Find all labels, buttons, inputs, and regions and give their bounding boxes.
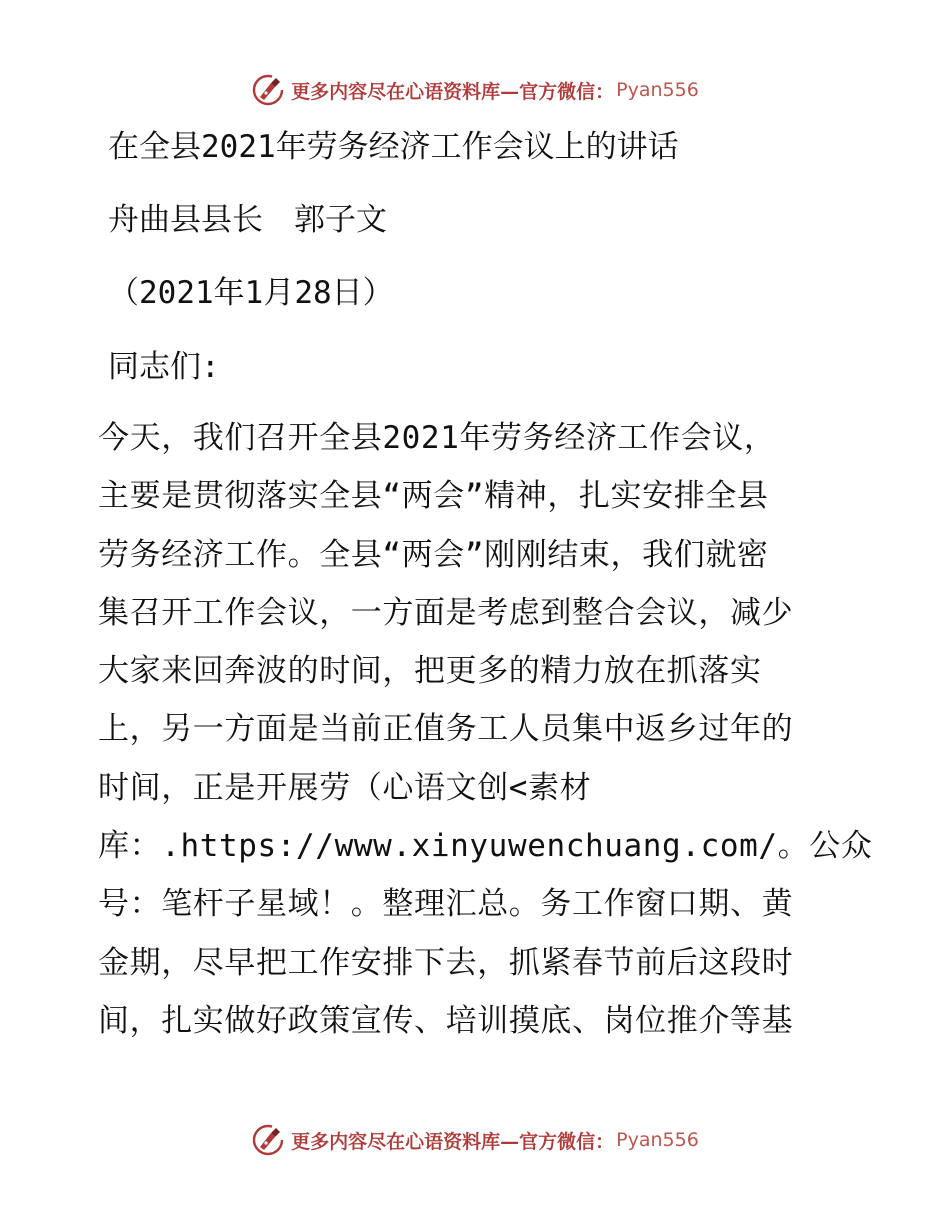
- body-line: 号：笔杆子星域！。整理汇总。务工作窗口期、黄: [98, 886, 794, 923]
- body-line: 上，另一方面是当前正值务工人员集中返乡过年的: [98, 711, 794, 748]
- footer-banner-brand: Pyan556: [616, 1129, 699, 1151]
- body-line: 主要是贯彻落实全县“两会”精神，扎实安排全县: [98, 478, 769, 515]
- body-line: 间，扎实做好政策宣传、培训摸底、岗位推介等基: [98, 1002, 794, 1039]
- pen-nib-logo-icon: [251, 73, 285, 107]
- body-line: 集召开工作会议，一方面是考虑到整合会议，减少: [98, 594, 794, 631]
- footer-banner-text: 更多内容尽在心语资料库—官方微信：: [291, 1130, 615, 1153]
- body-line: 今天，我们召开全县2021年劳务经济工作会议，: [98, 420, 776, 456]
- document-date: （2021年1月28日）: [108, 275, 394, 311]
- body-line: 金期，尽早把工作安排下去，抓紧春节前后这段时: [98, 944, 794, 981]
- body-line: 劳务经济工作。全县“两会”刚刚结束，我们就密: [98, 536, 769, 573]
- document-greeting: 同志们:: [108, 349, 220, 385]
- header-banner-brand: Pyan556: [616, 79, 699, 101]
- document-author: 舟曲县县长 郭子文: [108, 202, 387, 238]
- body-line: 库：.https://www.xinyuwenchuang.com/。公众: [98, 828, 873, 865]
- header-banner: [0, 70, 950, 110]
- pen-nib-logo-icon: [251, 1123, 285, 1157]
- document-body: [98, 418, 873, 1059]
- document-title: 在全县2021年劳务经济工作会议上的讲话: [108, 129, 679, 165]
- body-line: 时间，正是开展劳（心语文创<素材: [98, 769, 592, 806]
- footer-banner: [0, 1120, 950, 1160]
- body-line: 大家来回奔波的时间，把更多的精力放在抓落实: [98, 653, 762, 690]
- header-banner-text: 更多内容尽在心语资料库—官方微信：: [291, 80, 615, 103]
